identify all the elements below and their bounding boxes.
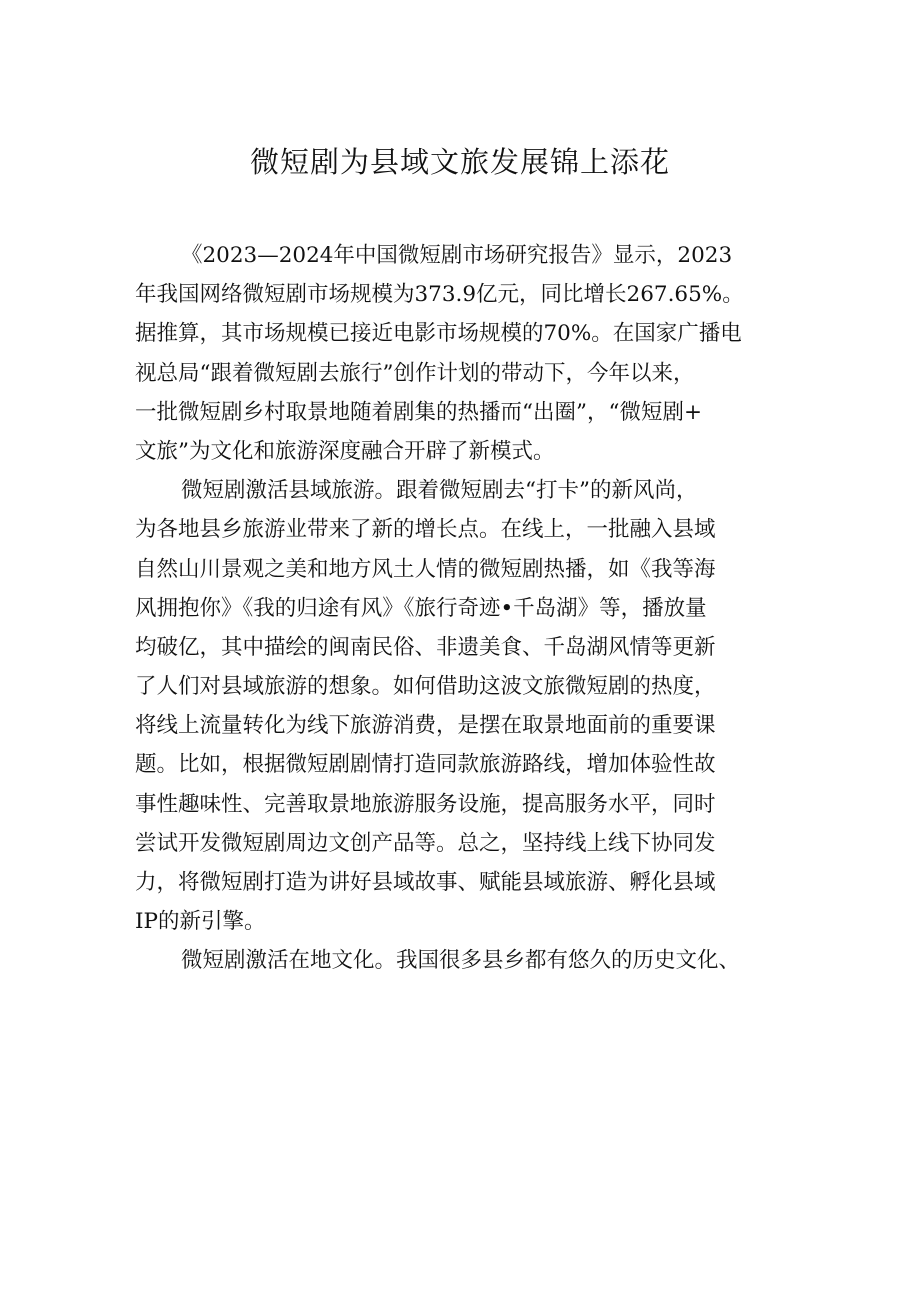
text-line: 为各地县乡旅游业带来了新的增长点。在线上，一批融入县域 (135, 517, 716, 543)
text-line: 视总局“跟着微短剧去旅行”创作计划的带动下，今年以来， (135, 360, 695, 386)
text-line: 力，将微短剧打造为讲好县域故事、赋能县域旅游、孵化县域 (135, 870, 716, 895)
text-line: 自然山川景观之美和地方风土人情的微短剧热播，如《我等海 (135, 556, 716, 582)
paragraph-1 (135, 236, 785, 471)
text-line: 微短剧激活县域旅游。跟着微短剧去“打卡”的新风尚， (181, 478, 698, 504)
text-line: 一批微短剧乡村取景地随着剧集的热播而“出圈”，“微短剧+ (135, 399, 702, 425)
text-line: 微短剧激活在地文化。我国很多县乡都有悠久的历史文化、 (181, 948, 741, 974)
text-line: 据推算，其市场规模已接近电影市场规模的70%。在国家广播电 (135, 321, 742, 347)
text-line: 尝试开发微短剧周边文创产品等。总之，坚持线上线下协同发 (135, 830, 716, 856)
document-title: 微短剧为县域文旅发展锦上添花 (249, 145, 670, 179)
text-line: 均破亿，其中描绘的闽南民俗、非遗美食、千岛湖风情等更新 (135, 634, 716, 660)
text-line: IP的新引擎。 (135, 909, 266, 935)
paragraph-3 (135, 941, 785, 980)
paragraph-2 (135, 471, 785, 941)
document-body (135, 236, 785, 981)
text-line: 年我国网络微短剧市场规模为373.9亿元，同比增长267.65%。 (135, 282, 744, 308)
text-line: 事性趣味性、完善取景地旅游服务设施，提高服务水平，同时 (135, 791, 716, 817)
text-line: 题。比如，根据微短剧剧情打造同款旅游路线，增加体验性故 (135, 752, 716, 778)
text-line: 将线上流量转化为线下旅游消费，是摆在取景地面前的重要课 (135, 713, 716, 739)
text-line: 风拥抱你》《我的归途有风》《旅行奇迹•千岛湖》等，播放量 (135, 595, 707, 621)
text-line: 了人们对县域旅游的想象。如何借助这波文旅微短剧的热度， (135, 674, 716, 700)
text-line: 文旅”为文化和旅游深度融合开辟了新模式。 (135, 438, 555, 464)
text-line: 《2023—2024年中国微短剧市场研究报告》显示，2023 (181, 243, 733, 268)
